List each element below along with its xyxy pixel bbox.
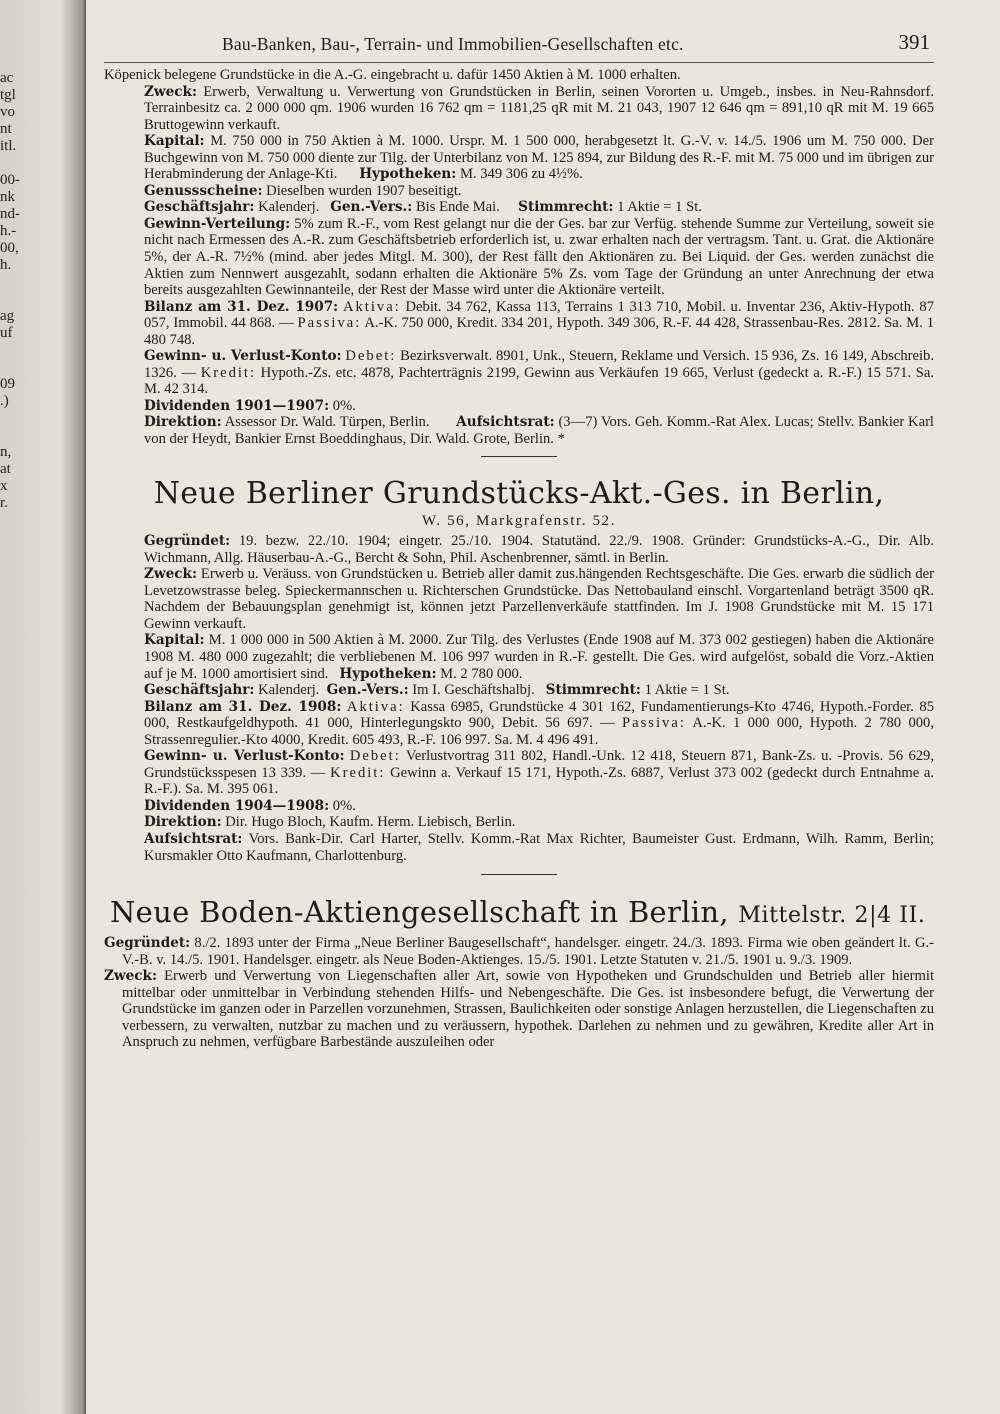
left-margin-fragments [0,70,20,512]
kapital-label-2: Kapital: [144,632,205,649]
guv-paragraph [104,348,934,398]
aufsichtsrat-paragraph-2 [104,831,934,864]
section-continued [104,67,934,1051]
left-margin-fragment: itl. [0,138,17,154]
geschaeftsjahr-paragraph-2 [104,682,934,699]
hypotheken-label-2: Hypotheken: [339,665,437,682]
hypotheken-text-2: M. 2 780 000. [440,665,523,682]
kapital-text: M. 750 000 in 750 Aktien à M. 1000. Urspr. M. 1 500 000, herabgesetzt lt. G.-V. v. 14./5. 1906 um M. 750 000. Der Buchgewinn von M. 750 000 diente zur Tilg. der Unterbilanz von M. 125 894, zur Bildung des R.-F. mit M. 75 000 und im übrigen zur Herabminderung der Anlage-Kti. [144,133,934,183]
direktion-paragraph-2 [104,814,934,831]
left-margin-fragment: tgl [0,87,16,103]
section-divider [481,456,557,457]
company-title-neue-berliner: Neue Berliner Grundstücks-Akt.-Ges. in Berlin, [153,475,885,511]
gewinn-verteilung-paragraph [104,216,934,299]
gen-vers-text: Bis Ende Mai. [415,199,500,216]
gegruendet-paragraph-3 [104,935,934,968]
left-margin-fragment: r. [0,495,8,511]
gen-vers-text-2: Im I. Geschäftshalbj. [412,682,535,699]
guv-label: Gewinn- u. Verlust-Konto: [144,348,342,365]
passiva-label-2: Passiva: [622,715,686,732]
geschaeftsjahr-label: Geschäftsjahr: [144,199,255,216]
gegruendet-label: Gegründet: [144,533,231,550]
left-margin-fragment: at [0,461,11,477]
left-margin-fragment: 00, [0,240,19,256]
kapital-text-2: M. 1 000 000 in 500 Aktien à M. 2000. Zur Tilg. des Verlustes (Ende 1908 auf M. 373 002 gestiegen) haben die Aktionäre 1908 M. 480 000 zugezahlt; die verbliebenen M. 106 997 wurden in R.-F. gestellt. Die Ges. wird aufgelöst, sobald die Vorz.-Aktien auf je M. 1000 amortisiert sind. [144,632,934,682]
gewinn-verteilung-label: Gewinn-Verteilung: [144,215,291,232]
hypotheken-label: Hypotheken: [359,166,457,183]
left-margin-fragment: vo [0,104,15,120]
geschaeftsjahr-label-2: Geschäftsjahr: [144,682,255,699]
left-margin-fragment [0,410,16,427]
page-number: 391 [898,30,930,54]
kredit-label-2: Kredit: [330,764,386,781]
company-title-neue-boden [104,895,934,933]
aufsichtsrat-label-2: Aufsichtsrat: [144,830,243,847]
zweck-text-3: Erwerb und Verwertung von Liegenschaften aller Art, sowie von Hypotheken und Grundschulden und Betrieb aller hiermit mittelbar oder unmittelbar in Verbindung stehenden Hilfs- und Nebengeschäfte. Die Ges. ist insbesondere befugt, die Verwertung der Grundstücke im ganzen oder in Parzellen vorzunehmen, Strassen, Baulichkeiten oder sonstige Anlagen herzustellen, die Liegenschaften zu verbessern, zu verwalten, nutzbar zu machen und zu veräussern, hypothek. Darlehen zu nehmen und zu gewähren, Kredite aller Art in Anspruch zu nehmen, verfügbare Barbestände auszuleihen oder [122,968,934,1051]
passiva-text-2: A.-K. 1 000 000, Hypoth. 2 780 000, Strassenregulier.-Kto 4000, Kredit. 605 493, R.-F. 106 997. Sa. M. 4 496 491. [144,715,934,748]
debet-label: Debet: [345,348,397,365]
company-name-neue-boden: Neue Boden-Aktiengesellschaft in Berlin, [110,895,729,930]
stimmrecht-label-2: Stimmrecht: [545,682,641,699]
aktiva-text: Debit. 34 762, Kassa 113, Terrains 1 313 710, Mobil. u. Inventar 236, Aktiv-Hypoth. 87 057, Immobil. 44 868. — [144,298,934,332]
dividenden-label-2: Dividenden 1904—1908: [144,797,330,814]
genussscheine-label: Genussscheine: [144,182,263,199]
gen-vers-label: Gen.-Vers.: [330,199,413,216]
zweck-text-2: Erwerb u. Veräuss. von Grundstücken u. Betrieb aller damit zus.hängenden Rechtsgeschäfte. Die Ges. erwarb die südlich der Levetzowstrasse beleg. Spieckermannschen u. Richterschen Grundstücke. Das Nettobauland einschl. Vorgartenland beträgt 3500 qR. Nachdem der Bebauungsplan genehmigt ist, können jetzt Parzellenverkäufe stattfinden. Im J. 1908 Grundstücke mit M. 15 171 Gewinn verkauft. [144,566,934,632]
left-margin-fragment: h.- [0,223,17,239]
running-head-title: Bau-Banken, Bau-, Terrain- und Immobilien-Gesellschaften etc. [222,34,684,54]
zweck-paragraph [104,84,934,134]
bilanz-paragraph [104,299,934,349]
debet-text: Bezirksverwalt. 8901, Unk., Steuern, Reklame und Versich. 15 936, Zs. 16 149, Abschreib. 1326. — [144,348,934,381]
aktiva-label: Aktiva: [342,298,401,315]
aufsichtsrat-label: Aufsichtsrat: [456,414,555,431]
gegruendet-text-3: 8./2. 1893 unter der Firma „Neue Berliner Baugesellschaft“, handelsger. eingetr. 24./3. 1893. Firma wie oben geändert lt. G.-V.-B. v. 14./5. 1901. Handelsger. eingetr. als Neue Boden-Aktienges. 15./5. 1901. Letzte Statuten v. 21./5. 1901 u. 9./3. 1909. [122,935,934,968]
gegruendet-label-3: Gegründet: [104,935,191,952]
bilanz-label-2: Bilanz am 31. Dez. 1908: [144,698,342,715]
dividenden-paragraph-2 [104,798,934,815]
guv-paragraph-2 [104,748,934,798]
intro-paragraph: Köpenick belegene Grundstücke in die A.-G. eingebracht u. dafür 1450 Aktien à M. 1000 erhalten. [104,67,681,83]
zweck-text: Erwerb, Verwaltung u. Verwertung von Grundstücken in Berlin, seinen Vororten u. Umgeb., insbes. in Neu-Rahnsdorf. Terrainbesitz ca. 2 000 000 qm. 1906 wurden 16 762 qm = 1181,25 qR mit M. 21 043, 1907 12 646 qm = 891,10 qR mit M. 19 665 Bruttogewinn verkauft. [144,83,934,133]
aufsichtsrat-text: (3—7) Vors. Geh. Komm.-Rat Alex. Lucas; Stellv. Bankier Karl von der Heydt, Bankier Ernst Boeddinghaus, Dir. Wald. Grote, Berlin. * [144,414,934,448]
bilanz-label: Bilanz am 31. Dez. 1907: [144,298,339,315]
left-margin-fragment: n, [0,444,12,460]
geschaeftsjahr-paragraph [104,199,934,216]
passiva-text: A.-K. 750 000, Kredit. 334 201, Hypoth. 349 306, R.-F. 44 428, Strassenbau-Res. 2812. Sa. M. 1 480 748. [144,315,935,348]
gegruendet-text: 19. bezw. 22./10. 1904; eingetr. 25./10. 1904. Statutänd. 22./9. 1908. Gründer: Grundstücks-A.-G., Dir. Alb. Wichmann, Allg. Häuserbau-A.-G., Bercht & Sohn, Phil. Aschenbrenner, sämtl. in Berlin. [144,533,934,566]
left-margin-fragment [0,291,16,308]
bilanz-paragraph-2 [104,699,934,749]
kredit-label: Kredit: [200,364,257,381]
zweck-paragraph-2 [104,566,934,632]
dividenden-text-2: 0%. [332,797,356,814]
aktiva-text-2: Kassa 6985, Grundstücke 4 301 162, Fundamentierungs-Kto 4746, Hypoth.-Forder. 85 000, Restkaufgeldhypoth. 41 000, Hinterlegungskto 900, Debit. 56 697. — [144,698,935,732]
passiva-label: Passiva: [297,315,362,332]
left-margin-fragment: nk [0,189,15,205]
stimmrecht-text: 1 Aktie = 1 St. [617,199,702,216]
stimmrecht-text-2: 1 Aktie = 1 St. [644,682,730,699]
left-margin-fragment [0,155,16,172]
gegruendet-paragraph [104,533,934,566]
geschaeftsjahr-text-2: Kalenderj. [258,682,320,699]
company-address-neue-berliner: W. 56, Markgrafenstr. 52. [422,512,616,529]
debet-text-2: Verlustvortrag 311 802, Handl.-Unk. 12 418, Steuern 871, Bank-Zs. u. -Provis. 56 629, Grundstücksspesen 13 339. — [144,748,934,781]
stimmrecht-label: Stimmrecht: [518,199,614,216]
dividenden-label: Dividenden 1901—1907: [144,397,330,414]
kredit-text-2: Gewinn a. Verkauf 15 171, Hypoth.-Zs. 6887, Verlust 373 002 (gedeckt durch Entnahme a. R.-F.). Sa. M. 395 061. [144,764,935,798]
left-margin-fragment [0,274,16,291]
genussscheine-text: Dieselben wurden 1907 beseitigt. [266,182,462,199]
left-margin-fragment: 09 [0,376,15,392]
left-margin-fragment [0,359,16,376]
left-margin-fragment [0,342,16,359]
zweck-label-3: Zweck: [104,968,157,985]
aktiva-label-2: Aktiva: [346,698,405,715]
left-margin-fragment: h. [0,257,12,273]
geschaeftsjahr-text: Kalenderj. [258,199,320,216]
direktion-text: Assessor Dr. Wald. Türpen, Berlin. [224,414,430,431]
gen-vers-label-2: Gen.-Vers.: [326,682,409,699]
left-margin-fragment: nd- [0,206,20,222]
debet-label-2: Debet: [349,748,401,765]
left-margin-fragment: x [0,478,8,494]
zweck-paragraph-3 [104,968,934,1051]
company-address-neue-boden: Mittelstr. 2|4 II. [738,903,926,929]
zweck-label-2: Zweck: [144,566,197,583]
kapital-paragraph-2 [104,632,934,682]
running-head [104,28,934,63]
left-margin-fragment: ag [0,308,15,324]
direktion-label-2: Direktion: [144,814,222,831]
genussscheine-paragraph [104,183,934,200]
direktion-text-2: Dir. Hugo Bloch, Kaufm. Herm. Liebisch, Berlin. [225,814,516,831]
left-margin-fragment: ac [0,70,14,86]
page [104,28,934,1051]
gewinn-verteilung-text: 5% zum R.-F., vom Rest gelangt nur die der Ges. bar zur Verfüg. stehende Summe zur Verteilung, soweit sie nicht nach Ermessen des A.-R. zum Geschäftsbetrieb erforderlich ist, u. zwar erhalten nach der vertragsm. Tant. u. Grat. die Aktionäre 5%, der A.-R. 7½% (mind. aber jedes Mitgl. M. 300), der Rest fällt den Aktionären zu. Bei Liquid. der Ges. werden zunächst die Aktien zum Nennwert ausgezahlt, sodann erhalten die Aktionäre 5% Zs. vom Tage der Gründung an unter Anrechnung der etwa bereits ausgezahlten Gewinnanteile, der Rest der Masse wird unter die Aktionäre verteilt. [144,215,934,299]
left-margin-fragment [0,427,16,444]
left-margin-fragment: .) [0,393,9,409]
hypotheken-text: M. 349 306 zu 4½%. [459,166,583,183]
kapital-paragraph [104,133,934,183]
dividenden-text: 0%. [332,397,356,414]
zweck-label: Zweck: [144,83,197,100]
guv-label-2: Gewinn- u. Verlust-Konto: [144,748,345,765]
left-margin-fragment: 00- [0,172,20,188]
direktion-paragraph [104,414,934,447]
left-margin-fragment: uf [0,325,13,341]
direktion-label: Direktion: [144,414,222,431]
section-divider-2 [481,874,557,875]
dividenden-paragraph [104,398,934,415]
kredit-text: Hypoth.-Zs. etc. 4878, Pachterträgnis 2199, Gewinn aus Verkäufen 19 665, Verlust (gedeckt a. R.-F.) 15 571. Sa. M. 42 314. [144,364,934,398]
kapital-label: Kapital: [144,133,205,150]
left-margin-fragment: nt [0,121,12,137]
aufsichtsrat-text-2: Vors. Bank-Dir. Carl Harter, Stellv. Komm.-Rat Max Richter, Baumeister Gust. Erdmann, Wilh. Ramm, Berlin; Kursmakler Otto Kaufmann, Charlottenburg. [144,830,934,864]
